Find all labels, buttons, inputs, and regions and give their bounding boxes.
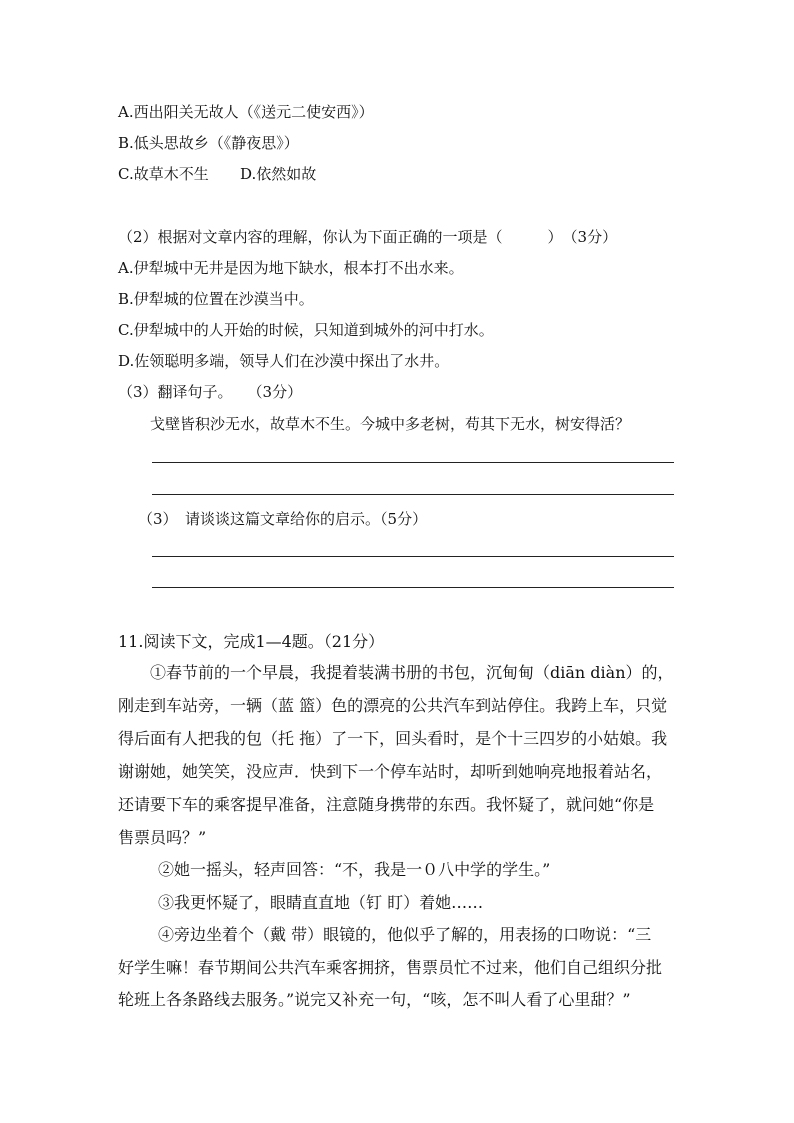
- q1-option-c: C.故草木不生: [118, 165, 209, 183]
- paragraph-2: ②她一摇头，轻声回答：“不，我是一０八中学的学生。”: [158, 860, 551, 879]
- answer-line-1: [152, 462, 674, 463]
- paragraph-1-line: 还请要下车的乘客提早准备，注意随身携带的东西。我怀疑了，就问她“你是: [118, 795, 655, 814]
- paragraph-4-line: ④旁边坐着个（戴 带）眼镜的，他似乎了解的，用表扬的口吻说：“三: [158, 925, 652, 944]
- q1-option-b: B.低头思故乡（《静夜思》）: [118, 134, 299, 152]
- q1-option-d: D.依然如故: [240, 165, 317, 183]
- q2-stem: （2）根据对文章内容的理解，你认为下面正确的一项是（ ） （3分）: [118, 228, 618, 246]
- paragraph-1-line: ①春节前的一个早晨，我提着装满书册的书包，沉甸甸（diān diàn）的，: [150, 663, 674, 682]
- q3-sentence: 戈壁皆积沙无水，故草木不生。今城中多老树，苟其下无水，树安得活？: [150, 415, 631, 433]
- q3-stem: （3）翻译句子。 （3分）: [118, 383, 303, 401]
- q11-heading: 11.阅读下文，完成1—4题。（21分）: [118, 632, 385, 651]
- paragraph-4-line: 好学生嘛！春节期间公共汽车乘客拥挤，售票员忙不过来，他们自己组织分批: [118, 958, 663, 977]
- q2-option-a: A.伊犁城中无井是因为地下缺水，根本打不出水来。: [118, 259, 464, 277]
- answer-line-2: [152, 494, 674, 495]
- answer-line-4: [152, 587, 674, 588]
- paragraph-4-line: 轮班上各条路线去服务。”说完又补充一句，“咳，怎不叫人看了心里甜？”: [118, 990, 631, 1009]
- q1-option-a: A.西出阳关无故人（《送元二使安西》）: [118, 103, 374, 121]
- q2-option-c: C.伊犁城中的人开始的时候，只知道到城外的河中打水。: [118, 321, 494, 339]
- answer-line-3: [152, 556, 674, 557]
- paragraph-1-line: 得后面有人把我的包（托 拖）了一下，回头看时，是个十三四岁的小姑娘。我: [118, 729, 668, 748]
- q4-stem: （3） 请谈谈这篇文章给你的启示。（5分）: [138, 510, 428, 528]
- paragraph-1-line: 刚走到车站旁，一辆（蓝 篮）色的漂亮的公共汽车到站停住。我跨上车，只觉: [118, 696, 668, 715]
- paragraph-3: ③我更怀疑了，眼睛直直地（钉 盯）着她……: [158, 893, 484, 912]
- paragraph-1-line: 售票员吗？”: [118, 828, 207, 847]
- paragraph-1-line: 谢谢她，她笑笑，没应声．快到下一个停车站时，却听到她响亮地报着站名，: [118, 762, 663, 781]
- q2-option-b: B.伊犁城的位置在沙漠当中。: [118, 290, 314, 308]
- q2-option-d: D.佐领聪明多端，领导人们在沙漠中探出了水井。: [118, 352, 450, 370]
